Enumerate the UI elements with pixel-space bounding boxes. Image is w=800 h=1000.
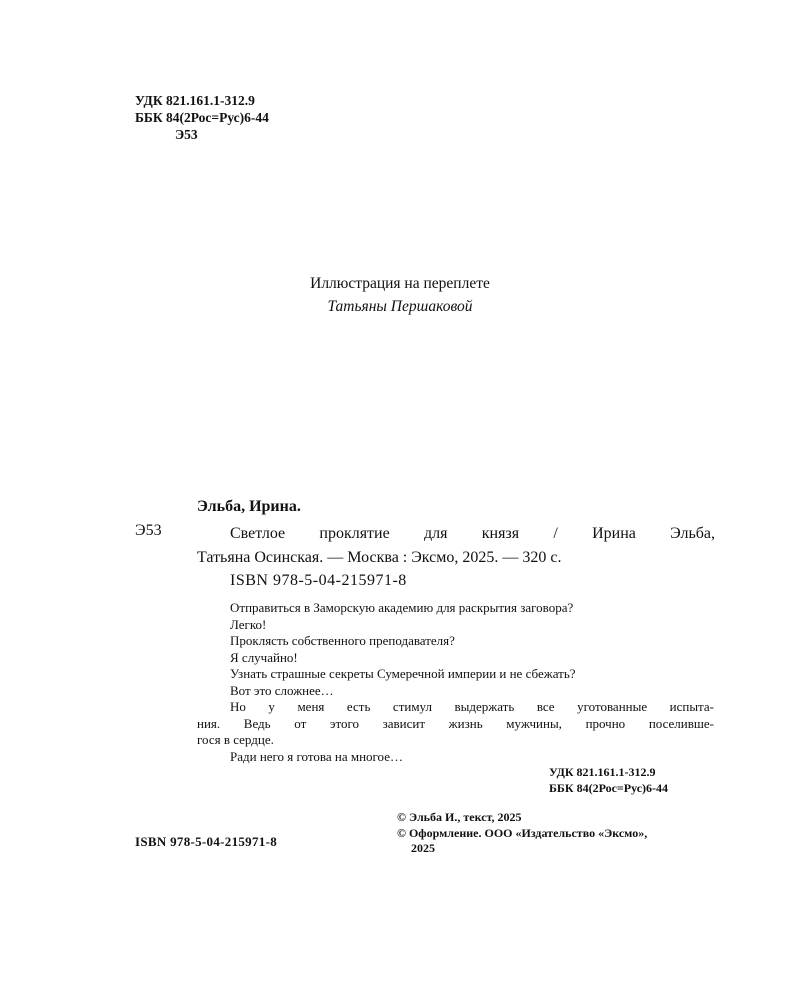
- annotation-line: Я случайно!: [230, 649, 298, 665]
- annotation-line: Легко!: [230, 616, 267, 632]
- annotation-para-line-1: Но у меня есть стимул выдержать все уготованные испыта-: [230, 699, 714, 714]
- copyright-year: 2025: [411, 841, 435, 855]
- annotation-para-line-2: ния. Ведь от этого зависит жизнь мужчины, прочно поселивше-: [197, 715, 714, 731]
- annotation-line: Отправиться в Заморскую академию для раскрытия заговора?: [230, 600, 574, 615]
- isbn-bottom: ISBN 978-5-04-215971-8: [135, 834, 278, 849]
- annotation-line: Проклясть собственного преподавателя?: [230, 633, 455, 648]
- copyright-text: © Эльба И., текст, 2025: [397, 810, 522, 824]
- illustrator-name: Татьяны Першаковой: [327, 298, 473, 315]
- classification-bottom: [549, 764, 668, 796]
- bbk-code-bottom: ББК 84(2Рос=Рус)6-44: [549, 781, 669, 795]
- copyright-design: © Оформление. ООО «Издательство «Эксмо»,: [397, 825, 648, 840]
- isbn-main: ISBN 978-5-04-215971-8: [230, 572, 407, 589]
- author-mark: Э53: [175, 127, 198, 142]
- classification-top: [135, 92, 269, 143]
- author-heading: Эльба, Ирина.: [197, 498, 301, 515]
- annotation-line: Узнать страшные секреты Сумеречной империи и не сбежать?: [230, 666, 576, 681]
- udk-code: УДК 821.161.1-312.9: [135, 93, 255, 108]
- author-mark-left: Э53: [135, 522, 162, 539]
- illustration-label: Иллюстрация на переплете: [310, 275, 490, 292]
- annotation-line: Вот это сложнее…: [230, 682, 334, 698]
- annotation-last-line: Ради него я готова на многое…: [230, 748, 403, 764]
- bbk-code: ББК 84(2Рос=Рус)6-44: [135, 110, 269, 125]
- annotation-para-line-3: гося в сердце.: [197, 732, 274, 747]
- annotation: [197, 600, 714, 765]
- title-description: [197, 522, 715, 570]
- title-line-1: Светлое проклятие для князя / Ирина Эльба,: [230, 525, 715, 542]
- title-line-2: Татьяна Осинская. — Москва : Эксмо, 2025. — 320 с.: [197, 549, 562, 566]
- illustration-credit: [0, 272, 800, 318]
- copyright-block: [397, 810, 647, 857]
- udk-code-bottom: УДК 821.161.1-312.9: [549, 765, 656, 779]
